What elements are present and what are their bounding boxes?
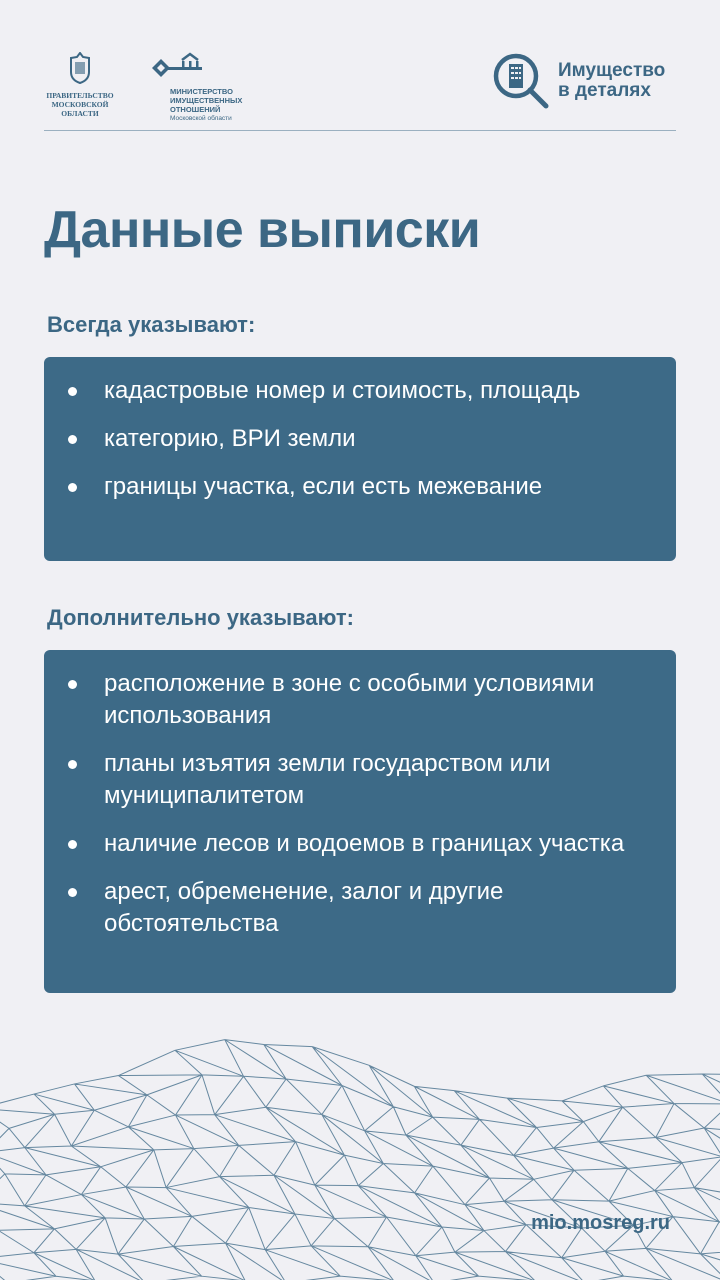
bullet-icon bbox=[68, 680, 77, 689]
section-heading-always: Всегда указывают: bbox=[47, 312, 256, 337]
page-title: Данные выписки bbox=[44, 201, 481, 259]
bullet-icon bbox=[68, 435, 77, 444]
list-item: арест, обременение, залог и другие обстоятельства bbox=[68, 876, 656, 940]
ministry-logo: МИНИСТЕРСТВО ИМУЩЕСТВЕННЫХ ОТНОШЕНИЙ Московской области bbox=[150, 52, 242, 123]
bullet-icon bbox=[68, 888, 77, 897]
key-house-icon bbox=[150, 52, 206, 78]
bullet-icon bbox=[68, 840, 77, 849]
magnifier-building-icon bbox=[492, 52, 550, 110]
bullet-icon bbox=[68, 760, 77, 769]
header-divider bbox=[44, 130, 676, 131]
coat-of-arms-icon bbox=[67, 52, 93, 84]
list-item: кадастровые номер и стоимость, площадь bbox=[68, 375, 656, 407]
brand-logo: Имущество в деталях bbox=[492, 52, 665, 110]
card-additional bbox=[44, 650, 676, 993]
bullet-icon bbox=[68, 387, 77, 396]
government-logo: ПРАВИТЕЛЬСТВО МОСКОВСКОЙ ОБЛАСТИ bbox=[44, 52, 116, 118]
section-heading-additional: Дополнительно указывают: bbox=[47, 605, 354, 630]
list-item: наличие лесов и водоемов в границах участка bbox=[68, 828, 656, 860]
card-always bbox=[44, 357, 676, 561]
list-item: категорию, ВРИ земли bbox=[68, 423, 656, 455]
mesh-lines bbox=[0, 1040, 720, 1280]
list-item: границы участка, если есть межевание bbox=[68, 471, 656, 503]
list-item: планы изъятия земли государством или муниципалитетом bbox=[68, 748, 656, 812]
wireframe-mesh-decoration bbox=[0, 1010, 720, 1280]
bullet-icon bbox=[68, 483, 77, 492]
website-url: mio.mosreg.ru bbox=[531, 1212, 670, 1234]
list-item: расположение в зоне с особыми условиями использования bbox=[68, 668, 656, 732]
